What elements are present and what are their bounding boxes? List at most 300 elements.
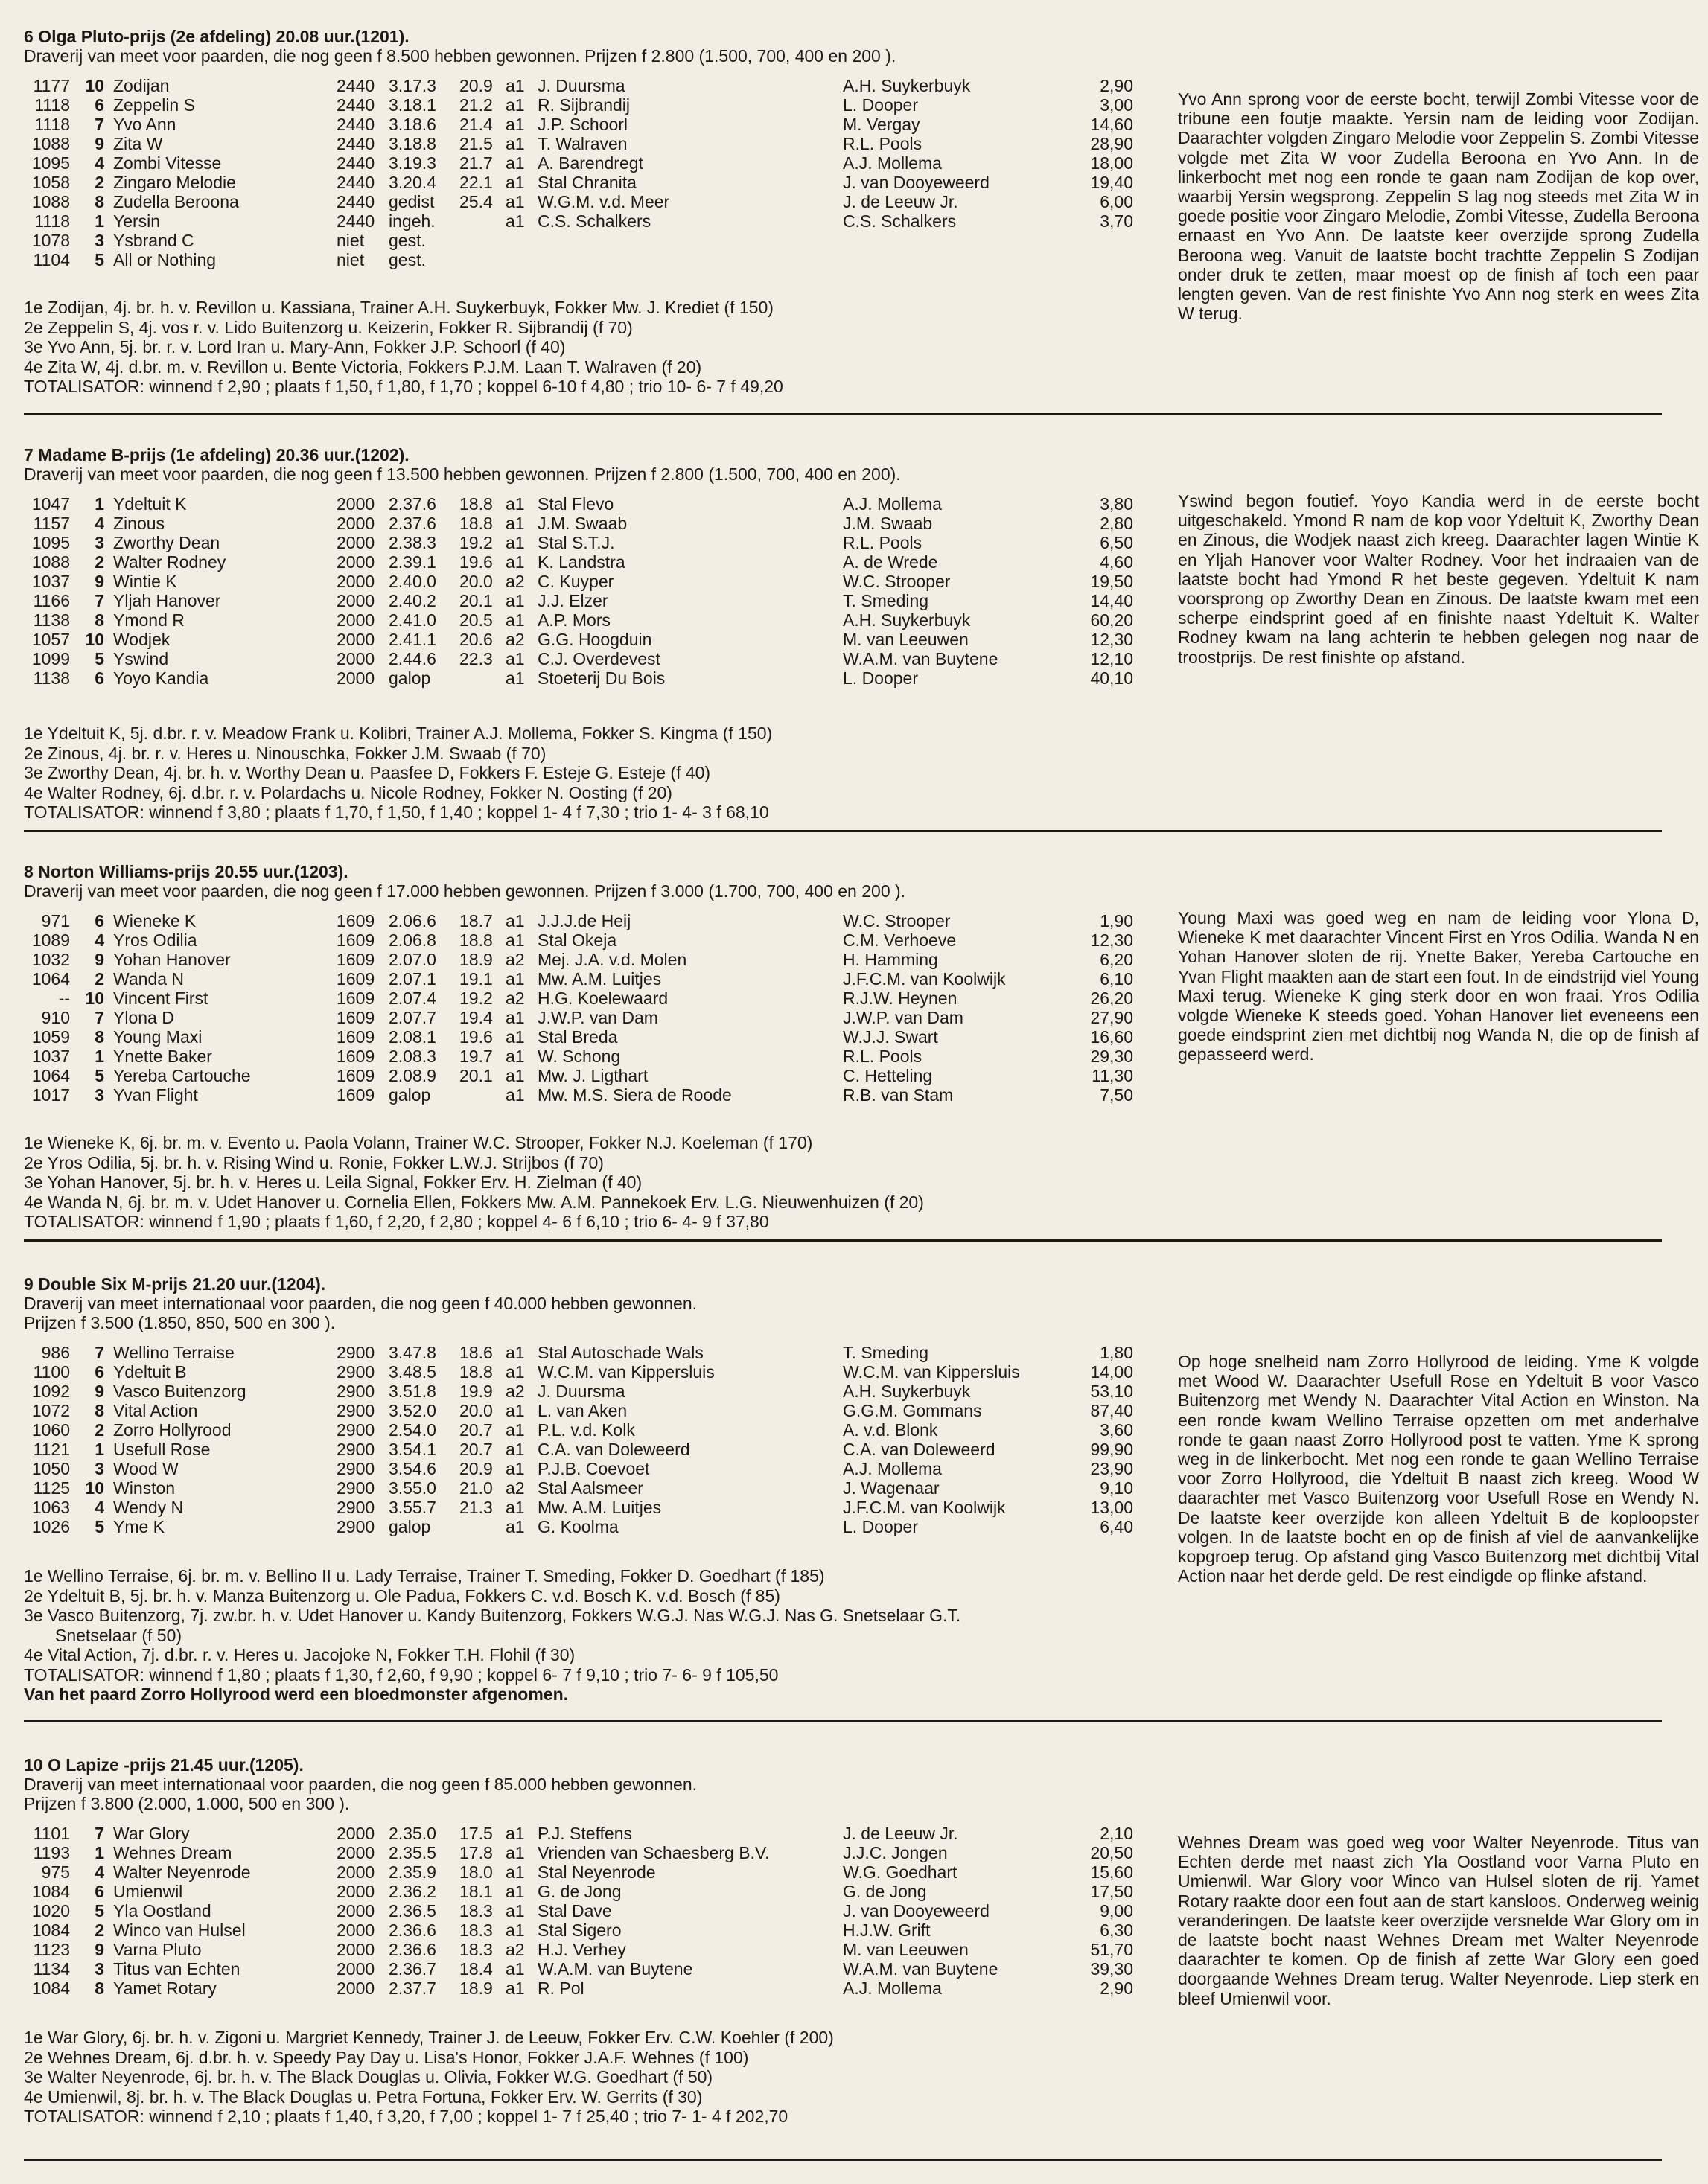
- km-time: 20.0: [459, 1401, 493, 1420]
- km-time: 21.4: [459, 115, 493, 134]
- distance: 2000: [337, 1862, 375, 1882]
- horse-name: Young Maxi: [113, 1027, 203, 1047]
- distance: 2000: [337, 668, 375, 688]
- distance: 1609: [337, 989, 375, 1008]
- start-number: 1084: [31, 1979, 70, 1998]
- distance: 1609: [337, 930, 375, 950]
- km-time: 20.1: [459, 591, 493, 610]
- distance: 2000: [337, 1901, 375, 1920]
- post-position: 3: [95, 231, 104, 250]
- owner-name: L. van Aken: [538, 1401, 628, 1420]
- start-number: 1138: [33, 668, 70, 688]
- post-position: 4: [95, 1862, 104, 1882]
- post-position: 7: [95, 115, 104, 134]
- driver-name: W.C.M. van Kippersluis: [843, 1362, 1020, 1382]
- start-number: 1050: [31, 1459, 70, 1478]
- horse-name: Yme K: [113, 1517, 165, 1536]
- km-time: 18.4: [459, 1959, 493, 1979]
- odds-value: 11,30: [1092, 1066, 1133, 1085]
- driver-name: W.J.J. Swart: [843, 1027, 938, 1047]
- start-mark: a1: [506, 1862, 525, 1882]
- driver-name: T. Smeding: [843, 591, 929, 610]
- post-position: 8: [95, 192, 104, 211]
- finish-time: galop: [389, 1085, 431, 1105]
- km-time: 19.1: [459, 969, 493, 989]
- placing-line: 1e Wellino Terraise, 6j. br. m. v. Bellino II u. Lady Terraise, Trainer T. Smeding, Fokker D. Goedhart (f 185): [24, 1566, 825, 1586]
- section-divider: [24, 1239, 1662, 1242]
- odds-value: 14,60: [1090, 115, 1133, 134]
- start-number: 1101: [33, 1824, 70, 1843]
- distance: 2440: [337, 76, 375, 95]
- start-number: 1118: [34, 95, 70, 115]
- owner-name: H.J. Verhey: [538, 1940, 626, 1959]
- placing-line: 2e Ydeltuit B, 5j. br. h. v. Manza Buitenzorg u. Ole Padua, Fokkers C. v.d. Bosch K. v.d. Bosch (f 85): [24, 1586, 780, 1606]
- totalisator-line: TOTALISATOR: winnend f 3,80 ; plaats f 1,70, f 1,50, f 1,40 ; koppel 1- 4 f 7,30 ; trio 1- 4- 3 f 68,10: [24, 802, 769, 822]
- post-position: 5: [95, 1517, 104, 1536]
- start-number: 1099: [31, 649, 70, 668]
- driver-name: G.G.M. Gommans: [843, 1401, 982, 1420]
- race-section: [24, 1755, 1699, 2126]
- start-number: 1177: [33, 76, 70, 95]
- odds-value: 27,90: [1090, 1008, 1133, 1027]
- start-mark: a1: [506, 1882, 525, 1901]
- finish-time: 2.07.7: [389, 1008, 436, 1027]
- start-mark: a1: [506, 649, 525, 668]
- start-mark: a1: [506, 192, 525, 211]
- horse-name: Wanda N: [113, 969, 185, 989]
- race-description: Draverij van meet voor paarden, die nog geen f 8.500 hebben gewonnen. Prijzen f 2.800 (1.500, 700, 400 en 200 ).: [24, 46, 896, 66]
- race-section: [24, 27, 1699, 396]
- owner-name: C.J. Overdevest: [538, 649, 660, 668]
- odds-value: 6,30: [1100, 1920, 1133, 1940]
- race-section: [24, 1274, 1699, 1704]
- distance: 1609: [337, 911, 375, 930]
- finish-time: 2.41.0: [389, 610, 436, 630]
- distance: 2440: [337, 192, 375, 211]
- race-title: 7 Madame B-prijs (1e afdeling) 20.36 uur.(1202).: [24, 445, 410, 464]
- km-time: 18.8: [459, 514, 493, 533]
- owner-name: Stal Dave: [538, 1901, 612, 1920]
- start-number: 1026: [31, 1517, 70, 1536]
- finish-time: 3.18.6: [389, 115, 436, 134]
- post-position: 9: [95, 572, 104, 591]
- post-position: 5: [95, 649, 104, 668]
- finish-time: 3.19.3: [389, 153, 436, 173]
- driver-name: W.C. Strooper: [843, 572, 951, 591]
- driver-name: A.J. Mollema: [843, 1459, 942, 1478]
- finish-time: galop: [389, 668, 431, 688]
- start-mark: a1: [506, 1901, 525, 1920]
- owner-name: Stal Chranita: [538, 173, 637, 192]
- post-position: 6: [95, 95, 104, 115]
- race-description: Draverij van meet internationaal voor paarden, die nog geen f 85.000 hebben gewonnen.: [24, 1775, 698, 1794]
- distance: 2900: [337, 1362, 375, 1382]
- finish-time: 3.18.8: [389, 134, 436, 153]
- driver-name: J. van Dooyeweerd: [843, 1901, 990, 1920]
- post-position: 6: [95, 1362, 104, 1382]
- start-mark: a1: [506, 930, 525, 950]
- totalisator-line: TOTALISATOR: winnend f 1,90 ; plaats f 1,60, f 2,20, f 2,80 ; koppel 4- 6 f 6,10 ; trio 6- 4- 9 f 37,80: [24, 1212, 769, 1231]
- start-number: 1064: [31, 969, 70, 989]
- driver-name: M. van Leeuwen: [843, 1940, 969, 1959]
- horse-name: All or Nothing: [113, 250, 217, 269]
- driver-name: W.A.M. van Buytene: [843, 649, 998, 668]
- start-mark: a1: [506, 134, 525, 153]
- horse-name: Wodjek: [113, 630, 171, 649]
- driver-name: H.J.W. Grift: [843, 1920, 931, 1940]
- driver-name: R.J.W. Heynen: [843, 989, 957, 1008]
- driver-name: A.J. Mollema: [843, 1979, 942, 1998]
- finish-time: 2.54.0: [389, 1420, 436, 1440]
- odds-value: 2,80: [1100, 514, 1133, 533]
- finish-time: 2.37.6: [389, 514, 436, 533]
- post-position: 10: [85, 1478, 104, 1498]
- start-mark: a1: [506, 115, 525, 134]
- placing-line: 3e Yvo Ann, 5j. br. r. v. Lord Iran u. Mary-Ann, Fokker J.P. Schoorl (f 40): [24, 337, 566, 357]
- km-time: 19.2: [459, 989, 493, 1008]
- post-position: 3: [95, 533, 104, 552]
- owner-name: Mw. A.M. Luitjes: [538, 1498, 662, 1517]
- horse-name: Zingaro Melodie: [113, 173, 236, 192]
- start-number: 1166: [33, 591, 70, 610]
- owner-name: G. de Jong: [538, 1882, 622, 1901]
- owner-name: Stal Breda: [538, 1027, 618, 1047]
- horse-name: Vincent First: [113, 989, 208, 1008]
- start-mark: a1: [506, 591, 525, 610]
- finish-time: 3.47.8: [389, 1343, 436, 1362]
- horse-name: Ydeltuit K: [113, 494, 187, 514]
- finish-time: 2.36.5: [389, 1901, 436, 1920]
- start-number: 1037: [31, 1047, 70, 1066]
- horse-name: Ymond R: [113, 610, 185, 630]
- start-number: 1118: [34, 115, 70, 134]
- start-mark: a1: [506, 514, 525, 533]
- odds-value: 6,50: [1100, 533, 1133, 552]
- horse-name: Zudella Beroona: [113, 192, 239, 211]
- driver-name: H. Hamming: [843, 950, 938, 969]
- odds-value: 15,60: [1090, 1862, 1133, 1882]
- start-mark: a1: [506, 911, 525, 930]
- finish-time: 3.20.4: [389, 173, 436, 192]
- finish-time: 2.44.6: [389, 649, 436, 668]
- horse-name: Zita W: [113, 134, 163, 153]
- horse-name: Vital Action: [113, 1401, 198, 1420]
- odds-value: 12,30: [1090, 930, 1133, 950]
- post-position: 3: [95, 1085, 104, 1105]
- owner-name: W.C.M. van Kippersluis: [538, 1362, 715, 1382]
- distance: 2000: [337, 552, 375, 572]
- owner-name: C.A. van Doleweerd: [538, 1440, 690, 1459]
- finish-time: 2.36.6: [389, 1940, 436, 1959]
- km-time: 19.2: [459, 533, 493, 552]
- km-time: 18.0: [459, 1862, 493, 1882]
- start-number: 1100: [33, 1362, 70, 1382]
- owner-name: Mw. M.S. Siera de Roode: [538, 1085, 732, 1105]
- race-comment: Yvo Ann sprong voor de eerste bocht, terwijl Zombi Vitesse voor de tribune een foutje maakte. Yersin nam de leiding voor Zodijan. Daarachter volgden Zingaro Melodie voor Zeppelin S. Zombi Vitesse volgde met Zita W voor Zudella Beroona en Yvo Ann. In de linkerbocht met nog een ronde te gaan nam Zodijan de kop over, waarbij Yersin wegsprong. Zeppelin S lag nog steeds met Zita W in goede positie voor Zingaro Melodie, Zombi Vitesse, Zudella Beroona ernaast en Yvo Ann. De laatste keer overzijde sprong Zudella Beroona weg. Vanuit de laatste bocht trachtte Zeppelin S Zodijan onder druk te zetten, maar moest op de finish af toch een paar lengten geven. Van de rest finishte Yvo Ann nog sterk en wees Zita W terug.: [1178, 89, 1699, 324]
- distance: 1609: [337, 1027, 375, 1047]
- driver-name: J.M. Swaab: [843, 514, 933, 533]
- km-time: 17.5: [459, 1824, 493, 1843]
- km-time: 22.1: [459, 173, 493, 192]
- race-prizes: Prijzen f 3.800 (2.000, 1.000, 500 en 300 ).: [24, 1794, 350, 1813]
- start-mark: a1: [506, 1843, 525, 1862]
- placing-line: 3e Walter Neyenrode, 6j. br. h. v. The Black Douglas u. Olivia, Fokker W.G. Goedhart (f 50): [24, 2067, 713, 2086]
- km-time: 25.4: [459, 192, 493, 211]
- odds-value: 16,60: [1090, 1027, 1133, 1047]
- owner-name: Stal Neyenrode: [538, 1862, 656, 1882]
- finish-time: 2.08.9: [389, 1066, 436, 1085]
- placings-block: [24, 724, 1141, 823]
- finish-time: 2.40.0: [389, 572, 436, 591]
- distance: 2000: [337, 1843, 375, 1862]
- start-number: 1064: [31, 1066, 70, 1085]
- start-mark: a1: [506, 1047, 525, 1066]
- odds-value: 26,20: [1090, 989, 1133, 1008]
- distance: 2000: [337, 1940, 375, 1959]
- driver-name: J. Wagenaar: [843, 1478, 940, 1498]
- post-position: 8: [95, 1979, 104, 1998]
- finish-time: 2.37.6: [389, 494, 436, 514]
- start-mark: a2: [506, 950, 525, 969]
- distance: 2440: [337, 134, 375, 153]
- owner-name: W.G.M. v.d. Meer: [538, 192, 670, 211]
- horse-name: Ynette Baker: [113, 1047, 212, 1066]
- km-time: 19.6: [459, 552, 493, 572]
- km-time: 20.5: [459, 610, 493, 630]
- distance: 2000: [337, 1979, 375, 1998]
- distance: 2900: [337, 1498, 375, 1517]
- driver-name: W.C. Strooper: [843, 911, 951, 930]
- start-number: 1138: [33, 610, 70, 630]
- horse-name: Wieneke K: [113, 911, 197, 930]
- placings-block: [24, 1133, 1141, 1232]
- start-mark: a1: [506, 1959, 525, 1979]
- driver-name: W.A.M. van Buytene: [843, 1959, 998, 1979]
- finish-time: gedist: [389, 192, 435, 211]
- driver-name: J. van Dooyeweerd: [843, 173, 990, 192]
- driver-name: C.S. Schalkers: [843, 211, 957, 231]
- km-time: 20.1: [459, 1066, 493, 1085]
- odds-value: 3,70: [1100, 211, 1133, 231]
- horse-name: Zorro Hollyrood: [113, 1420, 232, 1440]
- post-position: 4: [95, 1498, 104, 1517]
- race-note: Van het paard Zorro Hollyrood werd een bloedmonster afgenomen.: [24, 1685, 569, 1704]
- finish-time: 3.54.6: [389, 1459, 436, 1478]
- horse-name: Wintie K: [113, 572, 177, 591]
- odds-value: 87,40: [1090, 1401, 1133, 1420]
- post-position: 8: [95, 1027, 104, 1047]
- distance: 1609: [337, 1008, 375, 1027]
- horse-name: Zombi Vitesse: [113, 153, 222, 173]
- start-mark: a1: [506, 1401, 525, 1420]
- driver-name: J.F.C.M. van Koolwijk: [843, 1498, 1006, 1517]
- start-number: 1125: [33, 1478, 70, 1498]
- odds-value: 40,10: [1090, 668, 1133, 688]
- driver-name: R.B. van Stam: [843, 1085, 954, 1105]
- post-position: 4: [95, 153, 104, 173]
- start-number: 1058: [31, 173, 70, 192]
- distance: 2440: [337, 115, 375, 134]
- distance: 2900: [337, 1382, 375, 1401]
- finish-time: 3.51.8: [389, 1382, 436, 1401]
- distance: 2440: [337, 95, 375, 115]
- horse-name: Varna Pluto: [113, 1940, 202, 1959]
- start-number: 1059: [31, 1027, 70, 1047]
- start-mark: a1: [506, 1459, 525, 1478]
- race-section: [24, 445, 1699, 822]
- finish-time: 2.36.6: [389, 1920, 436, 1940]
- odds-value: 28,90: [1090, 134, 1133, 153]
- start-mark: a1: [506, 1440, 525, 1459]
- driver-name: R.L. Pools: [843, 533, 922, 552]
- start-mark: a1: [506, 610, 525, 630]
- km-time: 22.3: [459, 649, 493, 668]
- odds-value: 6,00: [1100, 192, 1133, 211]
- owner-name: Stal Aalsmeer: [538, 1478, 643, 1498]
- finish-time: ingeh.: [389, 211, 436, 231]
- race-description: Draverij van meet voor paarden, die nog geen f 13.500 hebben gewonnen. Prijzen f 2.800 (1.500, 700, 400 en 200).: [24, 464, 901, 484]
- odds-value: 51,70: [1090, 1940, 1133, 1959]
- post-position: 2: [95, 969, 104, 989]
- km-time: 17.8: [459, 1843, 493, 1862]
- odds-value: 2,90: [1100, 76, 1133, 95]
- odds-value: 99,90: [1090, 1440, 1133, 1459]
- start-mark: a1: [506, 1420, 525, 1440]
- driver-name: C.A. van Doleweerd: [843, 1440, 995, 1459]
- km-time: 19.9: [459, 1382, 493, 1401]
- km-time: 21.7: [459, 153, 493, 173]
- odds-value: 29,30: [1090, 1047, 1133, 1066]
- section-divider: [24, 830, 1662, 832]
- finish-time: 3.17.3: [389, 76, 436, 95]
- odds-value: 6,10: [1100, 969, 1133, 989]
- start-mark: a1: [506, 1066, 525, 1085]
- owner-name: J.M. Swaab: [538, 514, 628, 533]
- owner-name: J. Duursma: [538, 76, 625, 95]
- finish-time: 3.18.1: [389, 95, 436, 115]
- placing-line: 3e Zworthy Dean, 4j. br. h. v. Worthy Dean u. Paasfee D, Fokkers F. Esteje G. Esteje (f 40): [24, 763, 711, 782]
- placing-line: 4e Zita W, 4j. d.br. m. v. Revillon u. Bente Victoria, Fokkers P.J.M. Laan T. Walraven (f 20): [24, 357, 702, 377]
- placing-line: 4e Umienwil, 8j. br. h. v. The Black Douglas u. Petra Fortuna, Fokker Erv. W. Gerrits (f 30): [24, 2086, 703, 2107]
- owner-name: Stoeterij Du Bois: [538, 668, 666, 688]
- start-number: 910: [41, 1008, 70, 1027]
- post-position: 2: [95, 1420, 104, 1440]
- owner-name: A. Barendregt: [538, 153, 643, 173]
- race-prizes: Prijzen f 3.500 (1.850, 850, 500 en 300 ).: [24, 1313, 336, 1332]
- horse-name: Winston: [113, 1478, 176, 1498]
- finish-time: 3.55.0: [389, 1478, 436, 1498]
- driver-name: J.W.P. van Dam: [843, 1008, 963, 1027]
- race-description: Draverij van meet internationaal voor paarden, die nog geen f 40.000 hebben gewonnen.: [24, 1294, 698, 1313]
- post-position: 5: [95, 250, 104, 269]
- driver-name: M. van Leeuwen: [843, 630, 969, 649]
- odds-value: 19,50: [1090, 572, 1133, 591]
- driver-name: J.F.C.M. van Koolwijk: [843, 969, 1006, 989]
- distance: 2000: [337, 514, 375, 533]
- odds-value: 7,50: [1100, 1085, 1133, 1105]
- km-time: 20.0: [459, 572, 493, 591]
- start-number: 1017: [31, 1085, 70, 1105]
- driver-name: T. Smeding: [843, 1343, 929, 1362]
- post-position: 9: [95, 134, 104, 153]
- start-number: 1063: [31, 1498, 70, 1517]
- post-position: 2: [95, 1920, 104, 1940]
- odds-value: 20,50: [1090, 1843, 1133, 1862]
- start-mark: a1: [506, 1343, 525, 1362]
- distance: 2900: [337, 1440, 375, 1459]
- horse-name: Zodijan: [113, 76, 170, 95]
- finish-time: 2.35.5: [389, 1843, 436, 1862]
- race-title: 9 Double Six M-prijs 21.20 uur.(1204).: [24, 1274, 326, 1294]
- driver-name: A.H. Suykerbuyk: [843, 76, 971, 95]
- odds-value: 53,10: [1090, 1382, 1133, 1401]
- distance: 2900: [337, 1420, 375, 1440]
- start-number: 1095: [31, 153, 70, 173]
- horse-name: Yoyo Kandia: [113, 668, 209, 688]
- distance: 2000: [337, 572, 375, 591]
- horse-name: Walter Neyenrode: [113, 1862, 251, 1882]
- owner-name: H.G. Koelewaard: [538, 989, 669, 1008]
- start-mark: a1: [506, 1085, 525, 1105]
- owner-name: P.L. v.d. Kolk: [538, 1420, 635, 1440]
- owner-name: W. Schong: [538, 1047, 621, 1066]
- distance: 2440: [337, 211, 375, 231]
- km-time: 18.3: [459, 1901, 493, 1920]
- owner-name: W.A.M. van Buytene: [538, 1959, 693, 1979]
- owner-name: G.G. Hoogduin: [538, 630, 652, 649]
- owner-name: P.J. Steffens: [538, 1824, 633, 1843]
- owner-name: Stal Sigero: [538, 1920, 622, 1940]
- start-mark: a2: [506, 572, 525, 591]
- owner-name: Vrienden van Schaesberg B.V.: [538, 1843, 770, 1862]
- start-mark: a1: [506, 153, 525, 173]
- start-number: 1104: [33, 250, 70, 269]
- start-mark: a1: [506, 552, 525, 572]
- distance: 2440: [337, 173, 375, 192]
- odds-value: 3,80: [1100, 494, 1133, 514]
- placing-line: 4e Walter Rodney, 6j. d.br. r. v. Polardachs u. Nicole Rodney, Fokker N. Oosting (f 20): [24, 782, 672, 802]
- finish-time: 2.08.3: [389, 1047, 436, 1066]
- driver-name: A.J. Mollema: [843, 153, 942, 173]
- horse-name: Yswind: [113, 649, 169, 668]
- placing-line: 1e Wieneke K, 6j. br. m. v. Evento u. Paola Volann, Trainer W.C. Strooper, Fokker N.J. Koeleman (f 170): [24, 1133, 813, 1152]
- start-number: 986: [41, 1343, 70, 1362]
- section-divider: [24, 413, 1662, 415]
- start-number: 1088: [31, 552, 70, 572]
- km-time: 20.7: [459, 1420, 493, 1440]
- odds-value: 17,50: [1090, 1882, 1133, 1901]
- post-position: 7: [95, 591, 104, 610]
- horse-name: Yereba Cartouche: [113, 1066, 251, 1085]
- driver-name: C.M. Verhoeve: [843, 930, 957, 950]
- km-time: 19.6: [459, 1027, 493, 1047]
- finish-time: 2.36.7: [389, 1959, 436, 1979]
- start-number: 1123: [33, 1940, 70, 1959]
- start-mark: a2: [506, 1382, 525, 1401]
- race-comment: Yswind begon foutief. Yoyo Kandia werd in de eerste bocht uitgeschakeld. Ymond R nam de kop voor Ydeltuit K, Zworthy Dean en Zinous, die Wodjek naast zich kreeg. Daarachter lagen Wintie K en Yljah Hanover voor Walter Rodney. Voor het indraaien van de laatste bocht had Ymond R het beste gegeven. Ydeltuit K nam voorsprong op Zworthy Dean en Zinous. De laatste kwam met een scherpe eindsprint goed af en finishte naast Ydeltuit K. Walter Rodney kwam na lang achterin te hebben gelegen nog naar de troostprijs. De rest finishte op afstand.: [1178, 491, 1699, 667]
- driver-name: R.L. Pools: [843, 1047, 922, 1066]
- post-position: 4: [95, 514, 104, 533]
- race-comment: Wehnes Dream was goed weg voor Walter Neyenrode. Titus van Echten derde met naast zich Yla Oostland voor Varna Pluto en Umienwil. War Glory voor Winco van Hulsel sloten de rij. Yamet Rotary raakte door een fout aan de start kansloos. Onderweg weinig veranderingen. De laatste keer overzijde versnelde War Glory om in de laatste bocht naast Wehnes Dream met Walter Neyenrode daarachter te komen. Op de finish af zette War Glory een goed doorgaande Wehnes Dream terug. Walter Neyenrode. Liep sterk en bleef Umienwil voor.: [1178, 1833, 1699, 2008]
- start-mark: a2: [506, 630, 525, 649]
- driver-name: G. de Jong: [843, 1882, 927, 1901]
- driver-name: A.H. Suykerbuyk: [843, 610, 971, 630]
- post-position: 10: [85, 630, 104, 649]
- finish-time: 2.07.4: [389, 989, 436, 1008]
- distance: 2440: [337, 153, 375, 173]
- start-mark: a1: [506, 76, 525, 95]
- distance: 2900: [337, 1401, 375, 1420]
